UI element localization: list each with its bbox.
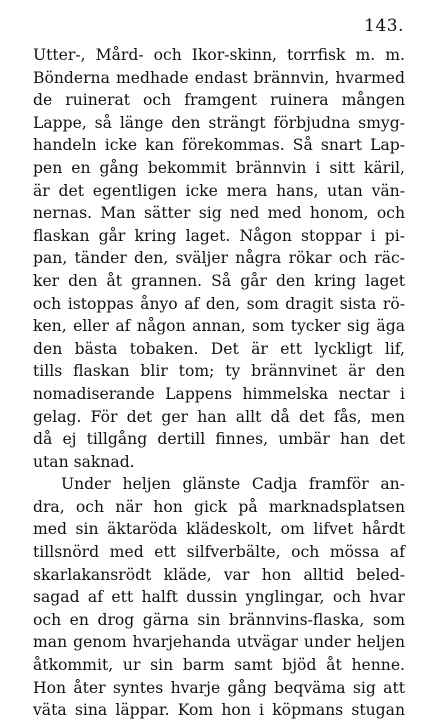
text-line: de ruinerat och framgent ruinera mången (33, 91, 405, 110)
text-line: dra, och när hon gick på marknadsplatsen (33, 497, 405, 516)
text-line: Hon åter syntes hvarje gång beqväma sig att (33, 678, 405, 697)
text-line: handeln icke kan förekommas. Så snart Lap- (33, 136, 405, 155)
text-line: väta sina läppar. Kom hon i köpmans stugan (33, 701, 405, 720)
body-text (33, 44, 405, 722)
text-line: ker den åt grannen. Så går den kring laget (33, 271, 405, 290)
text-line: är det egentligen icke mera hans, utan vän- (33, 181, 405, 200)
text-line: nernas. Man sätter sig ned med honom, och (33, 204, 405, 223)
text-line: man genom hvarjehanda utvägar under heljen (33, 633, 405, 652)
text-line: och en drog gärna sin brännvins-flaska, som (33, 610, 405, 629)
text-line: flaskan går kring laget. Någon stoppar i pi- (33, 226, 405, 245)
text-line: tillsnörd med ett silfverbälte, och mössa af (33, 543, 405, 562)
text-line: gelag. För det ger han allt då det fås, men (33, 407, 405, 426)
text-line: tills flaskan blir tom; ty brännvinet är den (33, 362, 405, 381)
text-line: den bästa tobaken. Det är ett lyckligt lif, (33, 339, 405, 358)
text-line: åtkommit, ur sin barm samt bjöd åt henne. (33, 656, 405, 675)
text-line: och istoppas ånyo af den, som dragit sista rö- (33, 294, 405, 313)
text-line: Lappe, så länge den strängt förbjudna smyg- (33, 113, 405, 132)
text-line: nomadiserande Lappens himmelska nectar i (33, 384, 405, 403)
page-number: 143. (364, 16, 404, 36)
text-line: pen en gång bekommit brännvin i sitt käril, (33, 158, 405, 177)
paragraph-start-line: Under heljen glänste Cadja framför an- (61, 475, 405, 494)
text-line: Bönderna medhade endast brännvin, hvarmed (33, 68, 405, 87)
text-line: pan, tänder den, sväljer några rökar och räc- (33, 249, 405, 268)
text-line: ken, eller af någon annan, som tycker sig äga (33, 317, 405, 336)
text-line: Utter-, Mård- och Ikor-skinn, torrfisk m. m. (33, 46, 405, 64)
paragraph-end-line: utan saknad. (33, 452, 135, 471)
text-line: med sin äktaröda klädeskolt, om lifvet hårdt (33, 520, 405, 539)
text-line: sagad af ett halft dussin ynglingar, och hvar (33, 588, 405, 607)
text-line: skarlakansrödt kläde, var hon alltid beled- (33, 565, 405, 584)
text-line: då ej tillgång dertill finnes, umbär han det (33, 430, 405, 449)
